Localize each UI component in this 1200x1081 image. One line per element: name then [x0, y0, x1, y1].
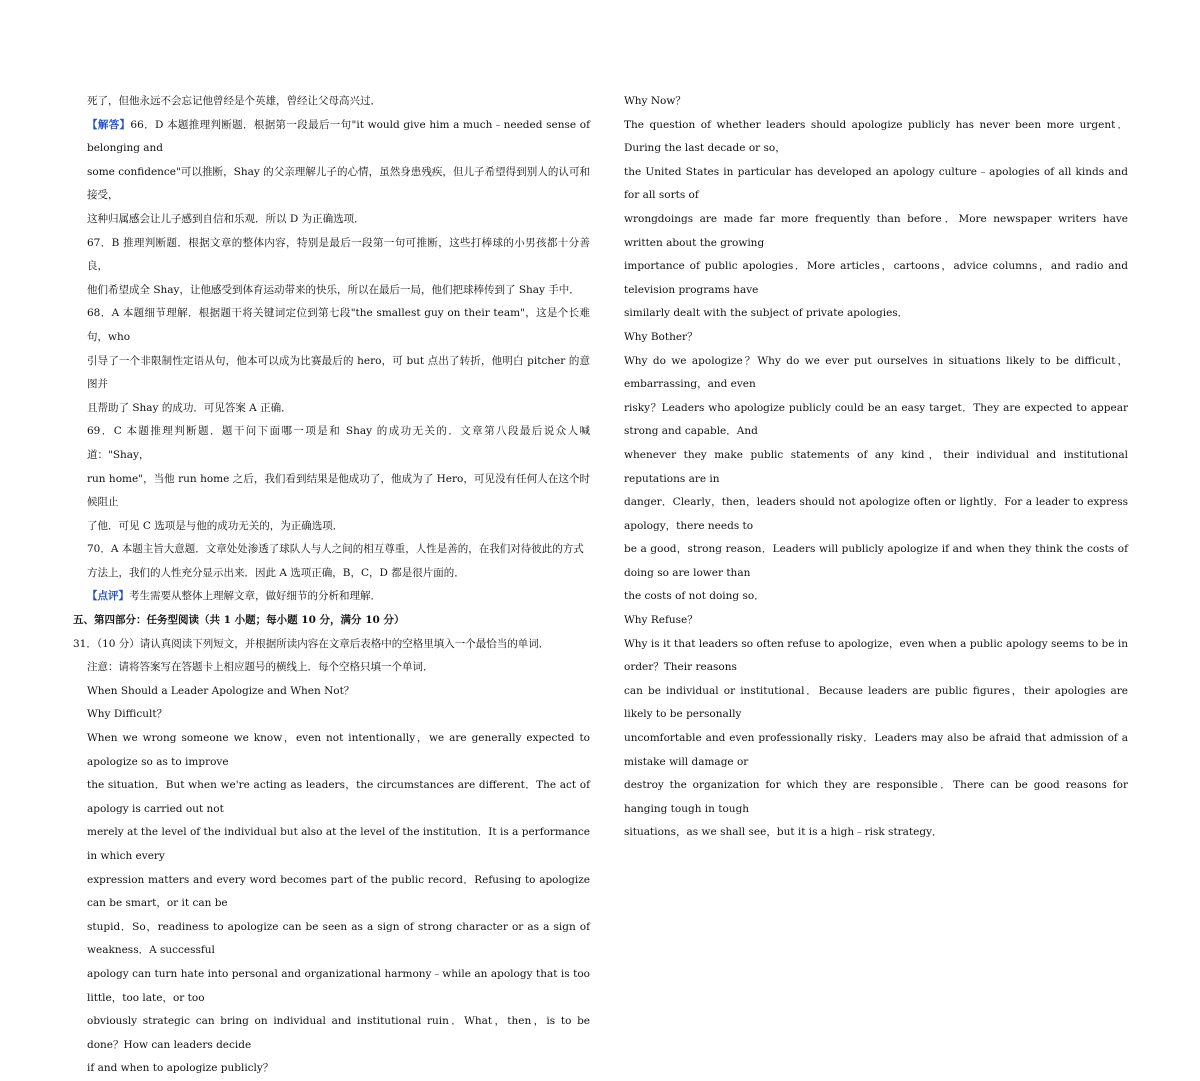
text-line: 引导了一个非限制性定语从句，他本可以成为比赛最后的 hero，可 but 点出了转折，他明白 pitcher 的意图并 [87, 354, 590, 391]
section-heading: 五、第四部分：任务型阅读（共 1 小题；每小题 10 分，满分 10 分） [73, 614, 405, 627]
comment-text: 考生需要从整体上理解文章，做好细节的分析和理解． [129, 590, 381, 603]
passage-line: the costs of not doing so． [624, 590, 765, 603]
passage-line: Why is it that leaders so often refuse to apologize，even when a public apology seems to be in order？Their reasons [624, 637, 1128, 674]
answer-69-line: 69．C 本题推理判断题．题干问下面哪一项是和 Shay 的成功无关的．文章第八段最后说众人喊道："Shay， [87, 425, 590, 461]
text-line: 方法上，我们的人性充分显示出来．因此 A 选项正确，B，C，D 都是很片面的． [87, 566, 465, 579]
answer-66-line [87, 114, 590, 161]
passage-line: uncomfortable and even professionally risky．Leaders may also be afraid that admission of a mistake will damage or [624, 732, 1128, 768]
passage-line: wrongdoings are made far more frequently than before．More newspaper writers have written about the growing [624, 212, 1128, 249]
passage-line: expression matters and every word becomes part of the public record．Refusing to apologize can be smart，or it can be [87, 873, 590, 910]
text-line: 了他．可见 C 选项是与他的成功无关的，为正确选项． [87, 519, 344, 532]
heading-why-bother: Why Bother？ [624, 330, 698, 343]
answer-67-line: 67．B 推理判断题．根据文章的整体内容，特别是最后一段第一句可推断，这些打棒球的小男孩都十分善良， [87, 236, 590, 273]
answer-68-line: 68．A 本题细节理解．根据题干将关键词定位到第七段"the smallest guy on their team"，这是个长难句，who [87, 307, 590, 343]
passage-title: When Should a Leader Apologize and When Not？ [87, 684, 355, 697]
passage-line: risky？Leaders who apologize publicly could be an easy target．They are expected to appear strong and capable．And [624, 401, 1128, 438]
note-line: 注意：请将答案写在答题卡上相应题号的横线上．每个空格只填一个单词． [87, 661, 434, 674]
comment-tag: 【点评】 [87, 590, 129, 603]
passage-line: destroy the organization for which they are responsible．There can be good reasons for hanging tough in tough [624, 779, 1128, 815]
passage-line: similarly dealt with the subject of private apologies． [624, 307, 909, 320]
passage-line: The question of whether leaders should apologize publicly has never been more urgent．During the last decade or so， [624, 118, 1128, 155]
text-line: 他们希望成全 Shay，让他感受到体育运动带来的快乐，所以在最后一局，他们把球棒传到了 Shay 手中． [87, 283, 580, 296]
comment-line [87, 585, 590, 609]
left-column [73, 90, 591, 1081]
passage-line: obviously strategic can bring on individual and institutional ruin．What，then，is to be done？How can leaders decide [87, 1015, 590, 1051]
answer-tag: 【解答】 [87, 118, 131, 131]
text-line: run home"，当他 run home 之后，我们看到结果是他成功了，他成为了 Hero，可见没有任何人在这个时候阻止 [87, 472, 590, 509]
question-31: 31．（10 分）请认真阅读下列短文，并根据所读内容在文章后表格中的空格里填入一个最恰当的单词． [73, 637, 550, 650]
passage-line: Why do we apologize？Why do we ever put ourselves in situations likely to be difficult，embarrassing，and even [624, 354, 1128, 391]
passage-line: apology can turn hate into personal and organizational harmony﹣while an apology that is too little，too late，or too [87, 967, 590, 1004]
passage-line: situations，as we shall see，but it is a high﹣risk strategy． [624, 826, 943, 839]
heading-why-now: Why Now？ [624, 95, 686, 107]
answer-70-line: 70．A 本题主旨大意题．文章处处渗透了球队人与人之间的相互尊重，人性是善的，在我们对待彼此的方式 [87, 543, 584, 556]
right-column [624, 90, 1128, 845]
passage-line: can be individual or institutional．Because leaders are public figures，their apologies are likely to be personally [624, 684, 1128, 721]
passage-line: stupid．So，readiness to apologize can be seen as a sign of strong character or as a sign of weakness．A successful [87, 920, 590, 957]
heading-why-refuse: Why Refuse？ [624, 614, 698, 627]
text-line: some confidence"可以推断，Shay 的父亲理解儿子的心情，虽然身患残疾，但儿子希望得到别人的认可和接受， [87, 165, 590, 202]
passage-line: the United States in particular has developed an apology culture﹣apologies of all kinds and for all sorts of [624, 165, 1128, 202]
passage-line: When we wrong someone we know，even not intentionally，we are generally expected to apologize so as to improve [87, 732, 590, 768]
text-line: 这种归属感会让儿子感到自信和乐观．所以 D 为正确选项． [87, 212, 365, 225]
passage-line: importance of public apologies．More articles，cartoons，advice columns，and radio and television programs have [624, 260, 1128, 296]
passage-line: danger．Clearly，then，leaders should not apologize often or lightly．For a leader to express apology，there needs to [624, 496, 1128, 532]
passage-line: if and when to apologize publicly？ [87, 1062, 274, 1075]
text-line: 死了，但他永远不会忘记他曾经是个英雄，曾经让父母高兴过． [87, 95, 381, 107]
answer-text: 66．D 本题推理判断题．根据第一段最后一句"it would give him a much﹣needed sense of belonging and [87, 118, 591, 155]
heading-why-difficult: Why Difficult？ [87, 708, 168, 721]
passage-line: whenever they make public statements of any kind，their individual and institutional reputations are in [624, 448, 1128, 485]
passage-line: the situation．But when we're acting as leaders，the circumstances are different．The act of apology is carried out not [87, 779, 590, 815]
passage-line: be a good，strong reason．Leaders will publicly apologize if and when they think the costs of doing so are lower than [624, 543, 1128, 579]
text-line: 且帮助了 Shay 的成功．可见答案 A 正确． [87, 401, 292, 414]
passage-line: merely at the level of the individual but also at the level of the institution．It is a performance in which every [87, 826, 590, 862]
